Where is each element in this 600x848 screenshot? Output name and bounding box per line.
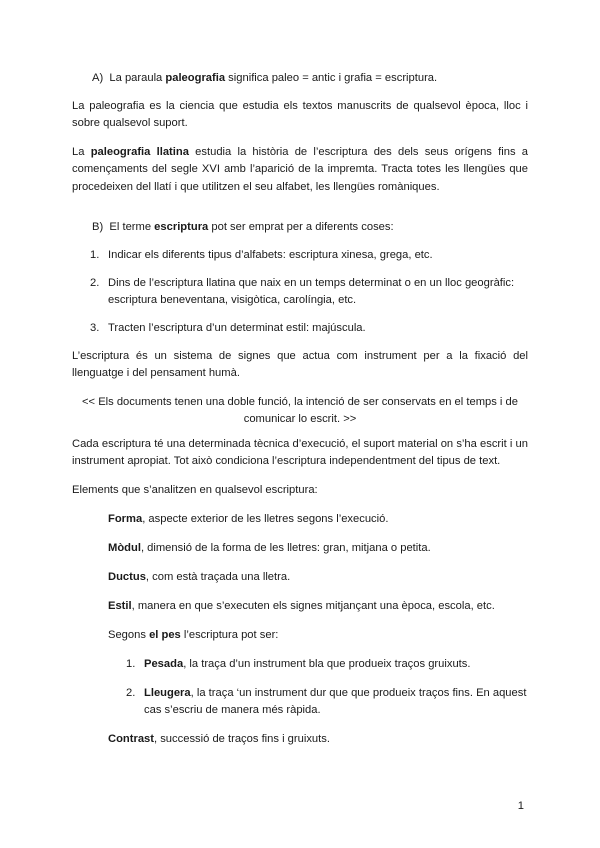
element-modul-term: Mòdul [108, 542, 141, 554]
section-a-post: significa paleo = antic i grafia = escriptura. [225, 72, 438, 84]
pes-bold: el pes [149, 629, 181, 641]
elements-intro: Elements que s’analitzen en qualsevol escriptura: [72, 484, 318, 496]
element-modul-text: , dimensió de la forma de les lletres: gran, mitjana o petita. [140, 542, 431, 554]
section-a-heading [92, 70, 528, 87]
section-b-marker: B) [92, 221, 104, 233]
element-ductus-text: , com està traçada una lletra. [145, 571, 291, 583]
list-item [90, 320, 528, 337]
list-text: Tracten l’escriptura d’un determinat estil: majúscula. [108, 322, 366, 334]
list-number: 1. [90, 249, 100, 261]
element-forma [108, 511, 528, 528]
quote: << Els documents tenen una doble funció, la intenció de ser conservats en el temps i de comunicar lo escrit. >> [82, 396, 518, 426]
section-a-marker: A) [92, 72, 104, 84]
element-modul [108, 540, 528, 557]
element-estil-text: , manera en que s’executen els signes mitjançant una època, escola, etc. [131, 600, 495, 612]
paragraph-paleografia: La paleografia es la ciencia que estudia els textos manuscrits de qualsevol època, lloc i sobre qualsevol suport. [72, 100, 528, 130]
list-number: 2. [90, 277, 100, 289]
pes-pre: Segons [108, 629, 150, 641]
pes-item-term: Pesada [144, 658, 184, 670]
section-b-heading [92, 219, 528, 236]
element-ductus-term: Ductus [108, 571, 146, 583]
list-item [126, 656, 528, 673]
section-a-pre: La paraula [109, 72, 166, 84]
page-number: 1 [517, 800, 524, 812]
paragraph-tecnica: Cada escriptura té una determinada tècnica d’execució, el suport material on s’ha escrit i un instrument apropiat. Tot això condiciona l’escriptura independentment del tipus de text. [72, 438, 528, 468]
pes-intro [108, 627, 528, 644]
list-text: Indicar els diferents tipus d’alfabets: escriptura xinesa, grega, etc. [108, 249, 433, 261]
paragraph-paleografia-llatina [72, 144, 528, 196]
element-contrast [108, 731, 528, 748]
para2-pre: La [72, 146, 91, 158]
section-a-bold: paleografia [165, 72, 226, 84]
list-item [126, 685, 528, 720]
element-estil [108, 598, 528, 615]
element-ductus [108, 569, 528, 586]
element-forma-text: , aspecte exterior de les lletres segons l’execució. [142, 513, 389, 525]
section-b-post: pot ser emprat per a diferents coses: [208, 221, 394, 233]
section-b-bold: escriptura [154, 221, 209, 233]
list-item [90, 275, 528, 310]
element-contrast-term: Contrast [108, 733, 154, 745]
list-text: Dins de l’escriptura llatina que naix en un temps determinat o en un lloc geogràfic: escriptura beneventana, visigòtica, carolíngia, etc. [108, 277, 515, 307]
pes-item-term: Lleugera [144, 687, 191, 699]
para2-bold: paleografia llatina [90, 146, 189, 158]
section-b-pre: El terme [109, 221, 155, 233]
pes-post: l’escriptura pot ser: [180, 629, 279, 641]
list-number: 3. [90, 322, 100, 334]
list-number: 2. [126, 687, 136, 699]
list-item [90, 247, 528, 264]
pes-item-text: , la traça d’un instrument bla que produeix traços gruixuts. [183, 658, 471, 670]
pes-item-text: , la traça ‘un instrument dur que que produeix traços fins. En aquest cas s’escriu de manera més ràpida. [144, 687, 527, 717]
list-number: 1. [126, 658, 136, 670]
element-forma-term: Forma [108, 513, 143, 525]
element-contrast-text: , successió de traços fins i gruixuts. [154, 733, 330, 745]
para2-post: estudia la història de l’escriptura des dels seus orígens fins a començaments del segle XVI amb l’aparició de la impremta. Tracta totes les llengües que procedeixen del llatí i que utilitzen el seu alfabet, les llengües romàniques. [72, 146, 528, 193]
element-estil-term: Estil [108, 600, 132, 612]
paragraph-escriptura: L’escriptura és un sistema de signes que actua com instrument per a la fixació del llenguatge i del pensament humà. [72, 350, 528, 380]
